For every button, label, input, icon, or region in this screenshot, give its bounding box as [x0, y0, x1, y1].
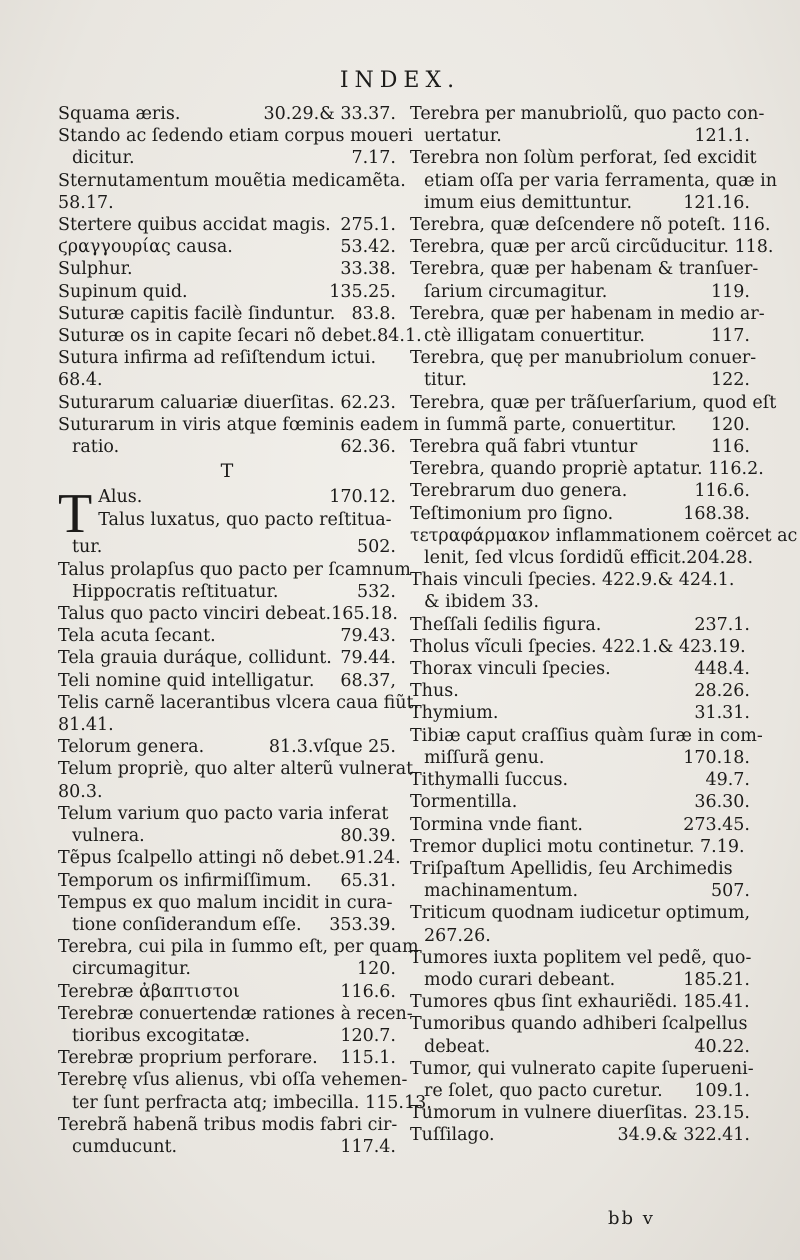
index-line: Terebra, quæ deſcendere nõ poteſt. 116. [410, 215, 771, 236]
index-entry [58, 670, 396, 692]
index-line [58, 303, 396, 325]
index-line [410, 192, 750, 214]
index-line: Telum propriè, quo alter alterũ vulnerat. [58, 759, 419, 780]
section-letter: T [220, 460, 234, 483]
index-term: ctè illigatam conuertitur. [424, 326, 645, 347]
index-entry [58, 1069, 432, 1113]
index-ref: 120.7. [340, 1025, 396, 1046]
index-line: Tumor, qui vulnerato capite ſuperueni- [410, 1058, 754, 1079]
index-line [58, 236, 396, 258]
index-ref: 275.1. [340, 215, 396, 236]
index-line: Tholus vĩculi ſpecies. 422.1.& 423.19. [410, 636, 746, 657]
index-entry [410, 458, 764, 480]
index-entry [410, 791, 750, 813]
index-entry [58, 847, 401, 869]
index-term: uertatur. [424, 126, 502, 147]
index-term: Thymium. [410, 703, 499, 724]
index-entry [58, 692, 420, 736]
index-ref: 28.26. [694, 681, 750, 702]
index-term: Alus. [98, 487, 143, 508]
index-entry [58, 214, 396, 236]
index-term: in ſummã parte, conuertitur. [424, 414, 677, 435]
index-ref: 36.30. [694, 792, 750, 813]
index-entry [58, 892, 396, 936]
index-ref: 117. [711, 326, 750, 347]
index-entry [58, 758, 419, 802]
index-entry [410, 636, 750, 658]
index-line: Tẽpus ſcalpello attingi nõ debet.91.24. [58, 848, 401, 869]
index-line [58, 958, 396, 980]
index-line: Suturarum in viris atque fœminis eadem [58, 414, 419, 435]
index-ref: 119. [711, 281, 750, 302]
index-term: Temporum os infirmiſſimum. [58, 870, 312, 891]
index-entry [410, 480, 750, 502]
index-ref: 165.18. [331, 604, 398, 625]
index-ref: 33.38. [340, 259, 396, 280]
index-entry [410, 436, 750, 458]
index-entry [58, 236, 396, 258]
index-ref: 353.39. [329, 914, 396, 935]
right-entries-t [410, 103, 798, 1147]
index-entry [410, 236, 774, 258]
index-entry [410, 702, 750, 724]
index-line: Tumoribus quando adhiberi ſcalpellus [410, 1014, 748, 1035]
index-line [58, 914, 396, 936]
index-entry [410, 103, 765, 147]
left-column [58, 103, 432, 1158]
index-ref: 34.9.& 322.41. [617, 1125, 750, 1146]
index-line [410, 1102, 750, 1124]
index-line [410, 325, 750, 347]
index-line: Triſpaſtum Apellidis, ſeu Archimedis [410, 858, 733, 879]
index-line: Tibiæ caput craſſius quàm ſuræ in com- [410, 725, 763, 746]
index-ref: 121.1. [694, 126, 750, 147]
index-line [58, 870, 396, 892]
index-ref: 79.44. [340, 648, 396, 669]
index-line [58, 536, 396, 558]
page-header: INDEX. [339, 68, 461, 93]
index-line: Terebra, quæ per habenam & tranſuer- [410, 259, 759, 280]
index-line: 81.41. [58, 715, 114, 736]
index-ref: 7.17. [351, 148, 396, 169]
index-line: Tempus ex quo malum incidit in cura- [58, 892, 393, 913]
index-entry [410, 725, 763, 769]
index-term: Tithymalli ſuccus. [410, 770, 569, 791]
index-line [410, 281, 750, 303]
index-term: tioribus excogitatæ. [72, 1025, 251, 1046]
index-line: Thais vinculi ſpecies. 422.9.& 424.1. [410, 570, 735, 591]
index-term: dicitur. [72, 148, 135, 169]
index-line [410, 1036, 750, 1058]
index-entry [410, 680, 750, 702]
index-term: Tela grauia duráque, collidunt. [58, 648, 332, 669]
index-term: machinamentum. [424, 881, 579, 902]
index-entry [410, 303, 765, 347]
index-line: etiam oſſa per varia ferramenta, quæ in [424, 170, 777, 191]
index-line [58, 1136, 396, 1158]
index-line [58, 603, 396, 625]
index-line: Suturæ os in capite ſecari nõ debet.84.1. [58, 326, 422, 347]
index-entry [58, 1003, 413, 1047]
index-entry [410, 258, 759, 302]
index-line: Telis carnẽ lacerantibus vlcera caua fiũt. [58, 692, 420, 713]
index-line [410, 658, 750, 680]
index-line [410, 969, 750, 991]
right-column [410, 103, 798, 1147]
index-ref: 170.12. [329, 487, 396, 508]
index-line [58, 670, 396, 692]
index-entry [58, 603, 396, 625]
index-line: Terebra, quæ per arcũ circũducitur. 118. [410, 237, 774, 258]
index-entry [58, 870, 396, 892]
index-ref: 83.8. [351, 303, 396, 324]
index-entry [58, 936, 419, 980]
index-ref: 62.23. [340, 392, 396, 413]
index-ref: 23.15. [694, 1103, 750, 1124]
index-ref: 273.45. [683, 814, 750, 835]
index-line [410, 702, 750, 724]
index-term: tione conſiderandum eſſe. [72, 914, 302, 935]
index-entry [410, 814, 750, 836]
index-ref: 65.31. [340, 870, 396, 891]
index-line: Terebræ conuertendæ rationes à recen- [58, 1003, 413, 1024]
index-line: Terebra non ſolùm perforat, ſed excidit [410, 148, 757, 169]
index-entry [410, 902, 750, 946]
index-line [410, 814, 750, 836]
index-entry [58, 559, 411, 603]
index-term: Terebræ proprium perforare. [58, 1048, 318, 1069]
index-ref: 168.38. [683, 503, 750, 524]
index-term: ϛραγγουρίας causa. [58, 237, 233, 258]
index-term: titur. [424, 370, 467, 391]
index-ref: 237.1. [694, 614, 750, 635]
index-line [410, 414, 750, 436]
index-term: Tumorum in vulnere diuerſitas. [410, 1103, 688, 1124]
index-term: cumducunt. [72, 1136, 178, 1157]
index-term: Telorum genera. [58, 737, 205, 758]
index-ref: 116.6. [340, 981, 396, 1002]
index-entry [58, 258, 396, 280]
index-entry [410, 392, 777, 436]
index-entry [410, 525, 798, 569]
index-line: Terebrã habenã tribus modis fabri cir- [58, 1114, 398, 1135]
index-line: Telum varium quo pacto varia inferat [58, 803, 389, 824]
index-ref: 185.21. [683, 969, 750, 990]
index-line: Tumores iuxta poplitem vel pedẽ, quo- [410, 947, 752, 968]
index-line [410, 680, 750, 702]
index-line: Tumores qbus ſint exhauriẽdi. 185.41. [410, 992, 750, 1013]
index-line: Triticum quodnam iudicetur optimum, [410, 903, 751, 924]
index-entry [410, 658, 750, 680]
index-entry [410, 1102, 750, 1124]
index-ref: 109.1. [694, 1080, 750, 1101]
index-line: & ibidem 33. [424, 592, 540, 613]
index-ref: 30.29.& 33.37. [263, 104, 396, 124]
index-term: Talus quo pacto vinciri debeat. [58, 604, 332, 625]
index-line [410, 1124, 750, 1146]
index-line [58, 436, 396, 458]
index-ref: 62.36. [340, 437, 396, 458]
index-ref: 121.16. [683, 192, 750, 213]
index-line [58, 581, 396, 603]
index-term: Teli nomine quid intelligatur. [58, 670, 315, 691]
signature-mark: bb v [608, 1208, 655, 1229]
index-ref: 502. [357, 537, 396, 558]
index-entry [58, 347, 396, 391]
index-term: Thorax vinculi ſpecies. [410, 659, 611, 680]
index-entry [58, 647, 396, 669]
index-entry [58, 325, 422, 347]
index-entry [410, 1013, 750, 1057]
index-line [410, 369, 750, 391]
index-term: Suturæ capitis facilè ſinduntur. [58, 303, 336, 324]
index-ref: 120. [711, 414, 750, 435]
index-line: ter ſunt perfracta atq; imbecilla. 115.13. [72, 1092, 432, 1113]
index-term: debeat. [424, 1036, 491, 1057]
index-line [58, 147, 396, 169]
index-line: Sutura infirma ad reſiſtendum ictui. [58, 348, 377, 369]
index-line [410, 769, 750, 791]
index-term: Stertere quibus accidat magis. [58, 215, 331, 236]
index-line [410, 503, 750, 525]
index-term: modo curari debeant. [424, 969, 616, 990]
index-entry [58, 281, 396, 303]
index-term: re ſolet, quo pacto curetur. [424, 1080, 663, 1101]
index-line: τετραφάρμακον inflammationem coërcet ac [410, 525, 798, 546]
index-term: Tormina vnde fiant. [410, 814, 583, 835]
index-entry [410, 836, 750, 858]
index-line: Tremor duplici motu continetur. 7.19. [410, 836, 745, 857]
index-line [410, 791, 750, 813]
index-line [410, 614, 750, 636]
index-ref: 80.39. [340, 826, 396, 847]
index-term: Squama æris. [58, 104, 181, 124]
index-entry [410, 991, 750, 1013]
index-ref: 115.1. [340, 1048, 396, 1069]
index-entry [410, 147, 777, 214]
index-line: 267.26. [424, 925, 491, 946]
index-entry [58, 803, 396, 847]
index-line: 68.4. [58, 370, 103, 391]
index-line: Terebrę vſus alienus, vbi oſſa vehemen- [58, 1070, 408, 1091]
index-ref: 49.7. [705, 770, 750, 791]
index-entry [410, 503, 750, 525]
index-entry [58, 1114, 396, 1158]
index-term: Tuſſilago. [410, 1125, 495, 1146]
index-line [410, 880, 750, 902]
index-entry [410, 347, 757, 391]
index-term: Tela acuta ſecant. [58, 626, 216, 647]
index-line [58, 214, 396, 236]
index-entry [410, 1124, 750, 1146]
index-term: Tormentilla. [410, 792, 518, 813]
index-ref: 507. [711, 881, 750, 902]
index-term: Thus. [410, 681, 459, 702]
index-line [58, 625, 396, 647]
index-line [58, 736, 396, 758]
index-term: Theſſali ſedilis figura. [410, 614, 602, 635]
index-line: Terebra, quæ per trãſuerſarium, quod eſt [410, 392, 777, 413]
index-term: tur. [72, 537, 103, 558]
index-ref: 117.4. [340, 1136, 396, 1157]
index-entry [58, 736, 396, 758]
index-entry [58, 103, 396, 125]
index-line: Terebra, quæ per habenam in medio ar- [410, 303, 765, 324]
index-line [58, 281, 396, 303]
index-line [58, 392, 396, 414]
index-term: circumagitur. [72, 959, 191, 980]
index-term: Teſtimonium pro ſigno. [410, 503, 614, 524]
index-line [58, 647, 396, 669]
index-entry [58, 981, 396, 1003]
index-ref: 81.3.vſque 25. [268, 737, 396, 758]
index-ref: 122. [711, 370, 750, 391]
left-entries-s [58, 103, 422, 458]
index-entry [58, 414, 419, 458]
index-term: Terebræ ἀβαπτιστοι [58, 981, 240, 1002]
index-term: Hippocratis reſtituatur. [72, 581, 279, 602]
index-line: Stando ac ſedendo etiam corpus moueri [58, 126, 413, 147]
index-line [58, 1047, 396, 1069]
index-line: 58.17. [58, 192, 114, 213]
index-line: lenit, ſed vlcus ſordidũ efficit.204.28. [424, 548, 754, 569]
index-ref: 79.43. [340, 626, 396, 647]
index-ref: 448.4. [694, 659, 750, 680]
index-line [410, 125, 750, 147]
index-entry [410, 569, 750, 613]
index-line: Sternutamentum mouẽtia medicamẽta. [58, 170, 406, 191]
index-entry [58, 392, 396, 414]
index-line [410, 1080, 750, 1102]
index-term: Suturarum caluariæ diuerſitas. [58, 392, 335, 413]
index-term: miſſurã genu. [424, 747, 545, 768]
index-line [58, 258, 396, 280]
index-line [58, 825, 396, 847]
index-entry [58, 170, 406, 214]
index-line: Terebra per manubriolũ, quo pacto con- [410, 104, 765, 124]
index-ref: 170.18. [683, 747, 750, 768]
index-entry [58, 303, 396, 325]
index-entry [410, 858, 750, 902]
index-line: Terebra, quę per manubriolum conuer- [410, 348, 757, 369]
index-entry [58, 125, 413, 169]
index-term: Terebrarum duo genera. [410, 481, 628, 502]
index-entry [410, 1058, 754, 1102]
index-line: 80.3. [58, 781, 103, 802]
index-entry [58, 1047, 396, 1069]
index-line [410, 480, 750, 502]
index-line [410, 436, 750, 458]
index-ref: 68.37, [340, 670, 396, 691]
index-line [58, 981, 396, 1003]
index-term: Sulphur. [58, 259, 133, 280]
index-ref: 135.25. [329, 281, 396, 302]
index-ref: 116. [711, 437, 750, 458]
index-term: ſarium circumagitur. [424, 281, 608, 302]
index-entry [410, 614, 750, 636]
index-line [58, 103, 396, 125]
index-term: Supinum quid. [58, 281, 188, 302]
index-line [58, 1025, 396, 1047]
left-entries-t [58, 559, 432, 1158]
index-term: vulnera. [72, 826, 145, 847]
index-ref: 116.6. [694, 481, 750, 502]
index-line [410, 747, 750, 769]
index-ref: 120. [357, 959, 396, 980]
index-entry [410, 214, 771, 236]
index-line [98, 486, 396, 508]
index-ref: 53.42. [340, 237, 396, 258]
index-line: Terebra, quando propriè aptatur. 116.2. [410, 459, 764, 480]
index-ref: 532. [357, 581, 396, 602]
index-line: Terebra, cui pila in ſummo eſt, per quam [58, 937, 419, 958]
index-entry [58, 625, 396, 647]
index-ref: 40.22. [694, 1036, 750, 1057]
index-term: imum eius demittuntur. [424, 192, 633, 213]
index-term: Terebra quã fabri vtuntur [410, 437, 638, 458]
index-line: Talus luxatus, quo pacto reſtitua- [98, 509, 392, 530]
dropcap-entry [58, 483, 396, 558]
index-ref: 31.31. [694, 703, 750, 724]
index-term: ratio. [72, 437, 120, 458]
dropcap-letter: T [58, 483, 93, 546]
index-entry [410, 947, 750, 991]
index-line: Talus prolapſus quo pacto per ſcamnum [58, 559, 411, 580]
index-entry [410, 769, 750, 791]
